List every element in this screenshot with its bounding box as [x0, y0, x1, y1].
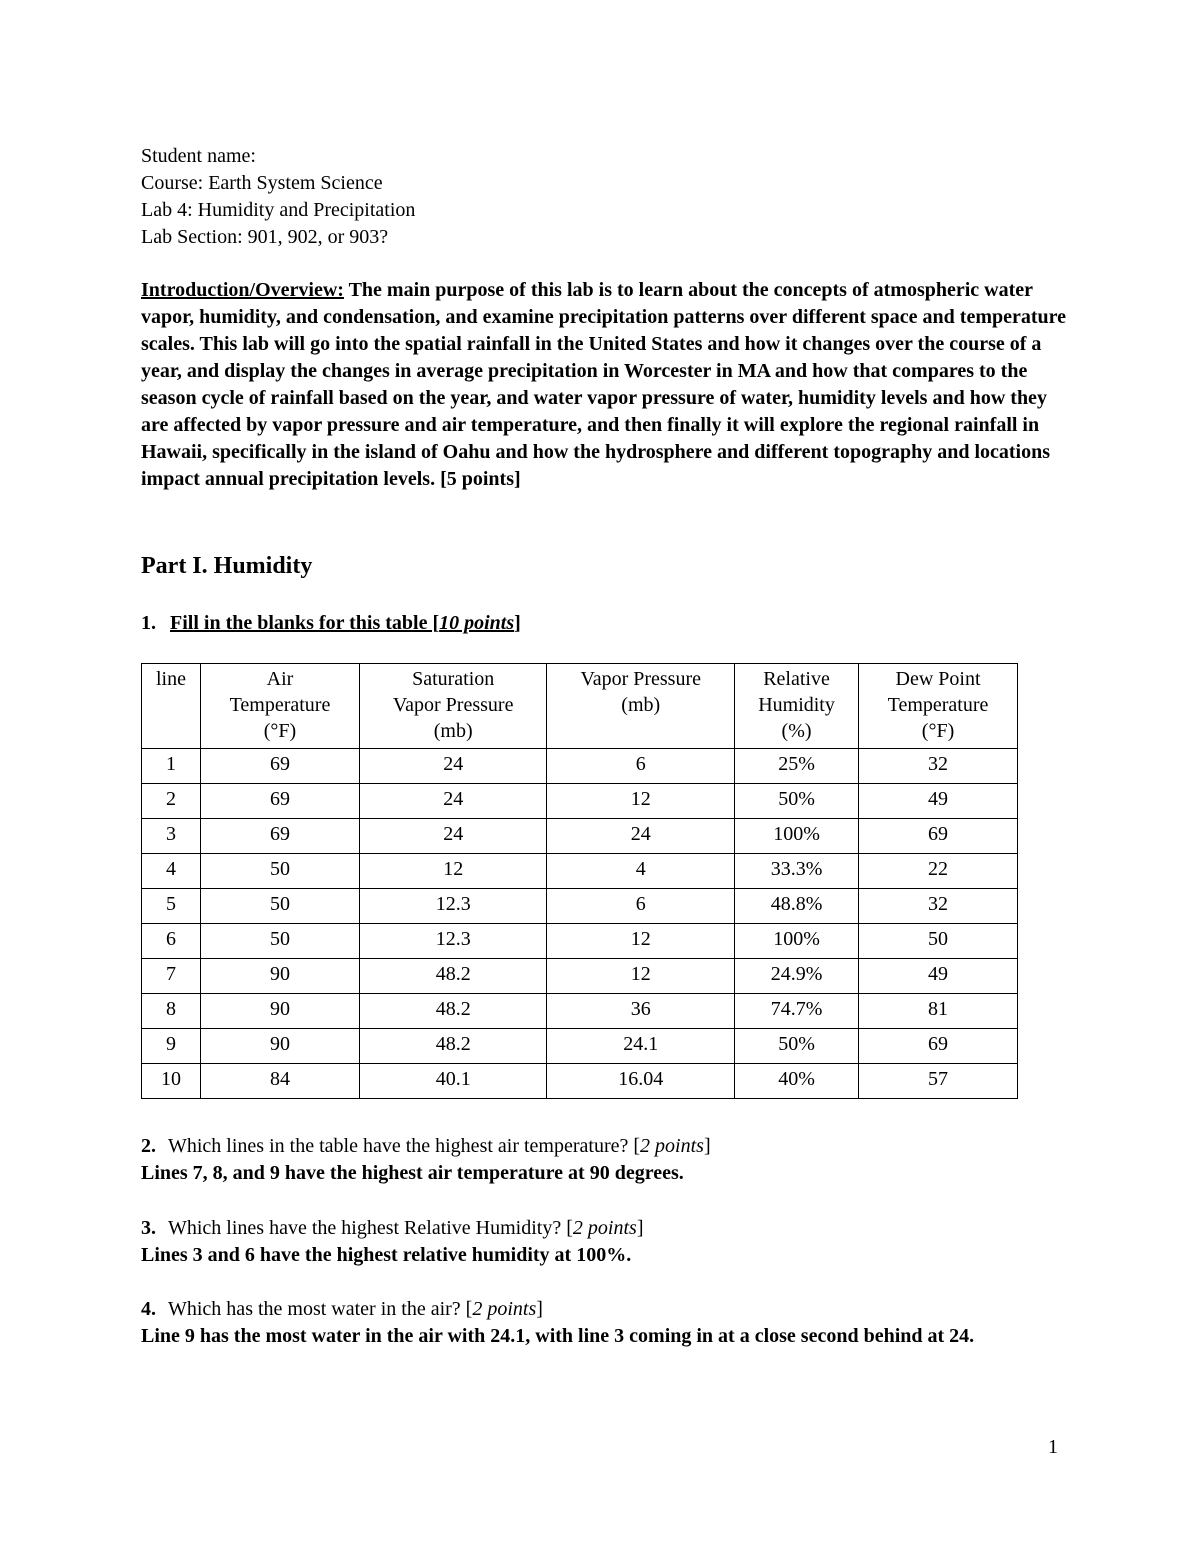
table-row: 10 84 40.1 16.04 40% 57 [142, 1064, 1018, 1099]
document-header [141, 143, 415, 251]
question-4-answer: Line 9 has the most water in the air with 24.1, with line 3 coming in at a close second behind at 24. [141, 1325, 975, 1347]
question-2-answer: Lines 7, 8, and 9 have the highest air temperature at 90 degrees. [141, 1162, 684, 1184]
introduction-paragraph [141, 277, 1071, 493]
humidity-table [141, 663, 1018, 1099]
table-row: 6 50 12.3 12 100% 50 [142, 924, 1018, 959]
header-air-temperature: Air Temperature (°F) [201, 664, 360, 749]
part-title: Part I. Humidity [141, 553, 313, 579]
question-3-prompt: 3. Which lines have the highest Relative Humidity? [2 points] [141, 1217, 644, 1239]
question-4 [141, 1296, 1011, 1350]
intro-lead: Introduction/Overview: [141, 279, 344, 301]
table-row: 4 50 12 4 33.3% 22 [142, 854, 1018, 889]
header-dew-point: Dew Point Temperature (°F) [859, 664, 1018, 749]
question-1-points: 10 points [439, 612, 515, 634]
question-3 [141, 1215, 1061, 1269]
header-relative-humidity: Relative Humidity (%) [735, 664, 859, 749]
table-row: 5 50 12.3 6 48.8% 32 [142, 889, 1018, 924]
page-number: 1 [1048, 1436, 1058, 1458]
question-2 [141, 1133, 1061, 1187]
header-line: line [142, 664, 201, 749]
lab-section: Lab Section: 901, 902, or 903? [141, 226, 389, 248]
question-2-prompt: 2. Which lines in the table have the highest air temperature? [2 points] [141, 1135, 711, 1157]
header-vapor-pressure: Vapor Pressure (mb) [547, 664, 735, 749]
question-4-prompt: 4. Which has the most water in the air? [2 points] [141, 1298, 543, 1320]
table-row: 7 90 48.2 12 24.9% 49 [142, 959, 1018, 994]
intro-text: The main purpose of this lab is to learn about the concepts of atmospheric water vapor, humidity, and condensation, and examine precipitation patterns over different space and temperature scales. This lab will go into the spatial rainfall in the United States and how it changes over the course of a year, and display the changes in average precipitation in Worcester in MA and how that compares to the season cycle of rainfall based on the year, and water vapor pressure of water, humidity levels and how they are affected by vapor pressure and air temperature, and then finally it will explore the regional rainfall in Hawaii, specifically in the island of Oahu and how the hydrosphere and different topography and locations impact annual precipitation levels. [5 points] [141, 279, 1067, 490]
table-row: 3 69 24 24 100% 69 [142, 819, 1018, 854]
question-3-answer: Lines 3 and 6 have the highest relative humidity at 100%. [141, 1244, 632, 1266]
table-header-row [142, 664, 1018, 749]
table-row: 1 69 24 6 25% 32 [142, 749, 1018, 784]
table-row: 2 69 24 12 50% 49 [142, 784, 1018, 819]
student-name: Student name: [141, 145, 256, 167]
table-row: 9 90 48.2 24.1 50% 69 [142, 1029, 1018, 1064]
question-1-number: 1. [141, 612, 156, 634]
table-row: 8 90 48.2 36 74.7% 81 [142, 994, 1018, 1029]
course-name: Course: Earth System Science [141, 172, 383, 194]
question-1 [141, 612, 521, 635]
lab-title: Lab 4: Humidity and Precipitation [141, 199, 416, 221]
header-saturation-vapor-pressure: Saturation Vapor Pressure (mb) [359, 664, 547, 749]
question-1-text: Fill in the blanks for this table [10 points] [170, 612, 521, 634]
